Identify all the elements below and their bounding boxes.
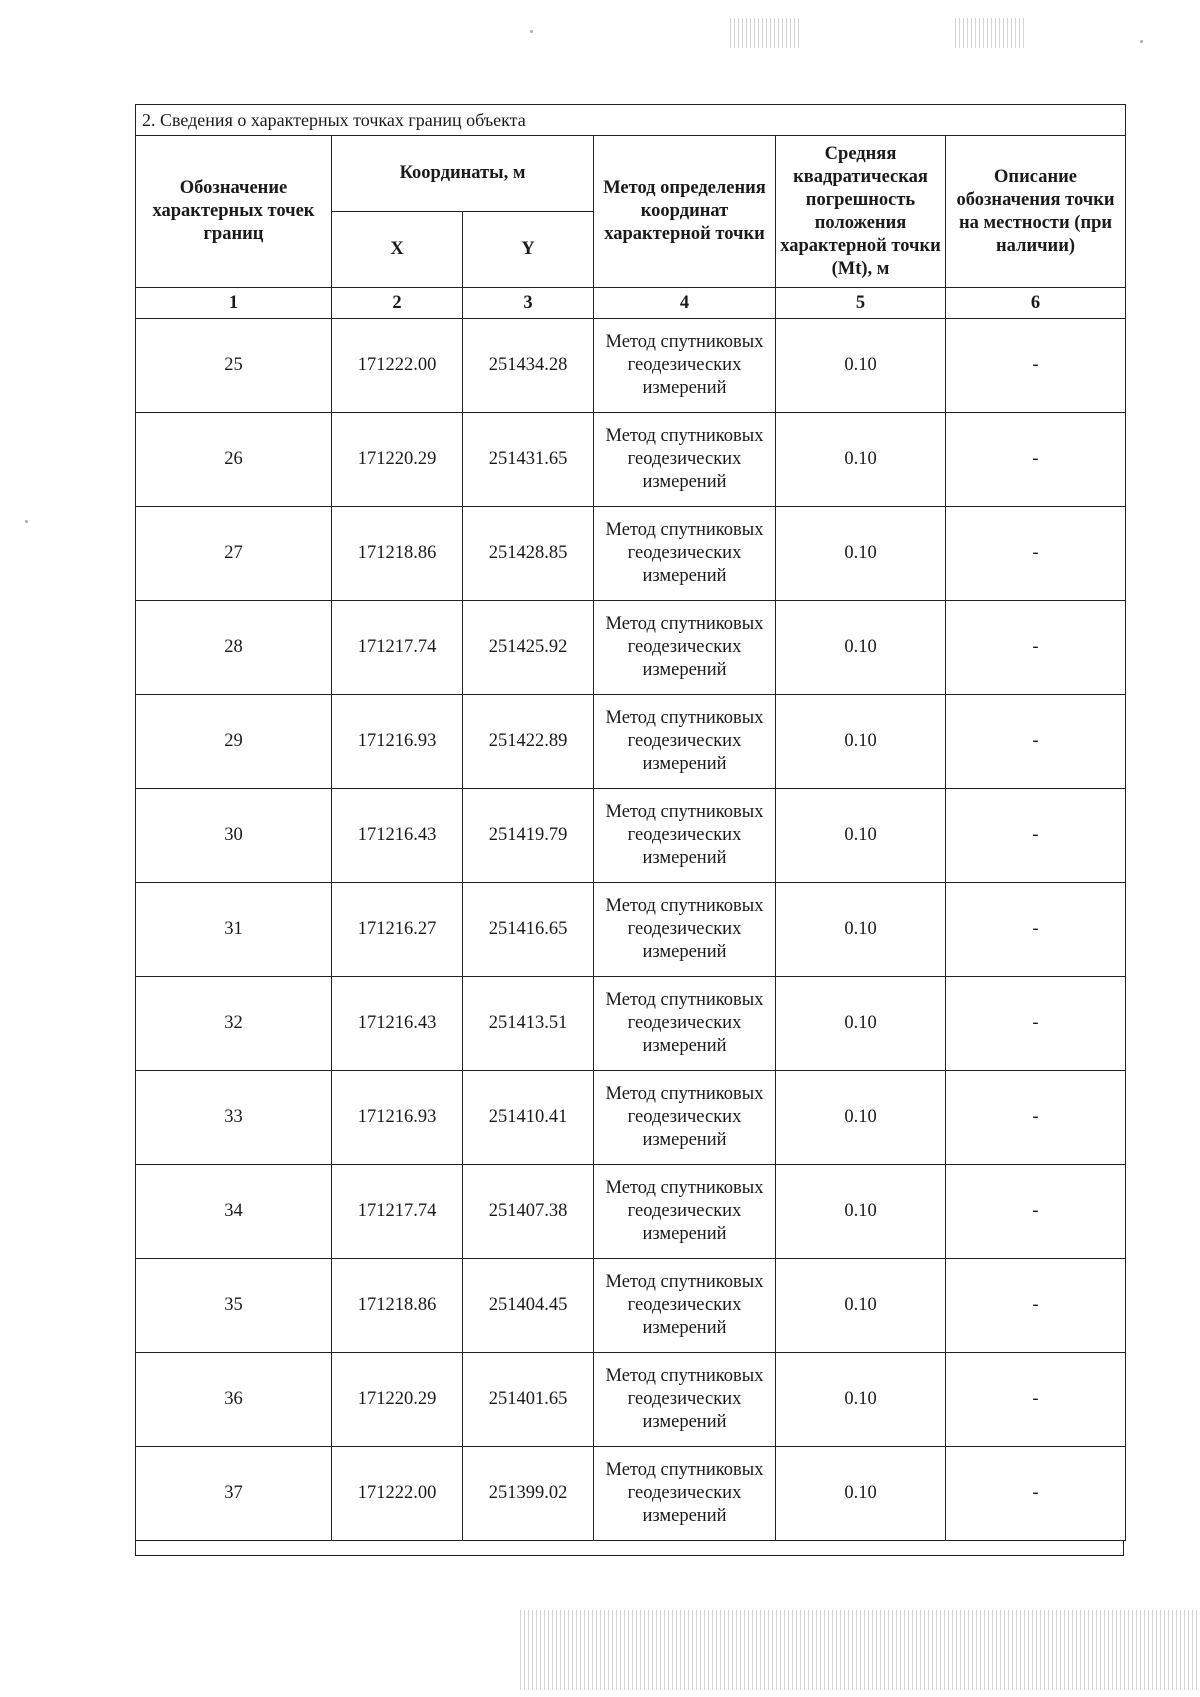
column-number: 6 (946, 288, 1126, 319)
scan-noise-bottom (520, 1610, 1200, 1690)
point-description: - (946, 695, 1126, 789)
column-number: 3 (463, 288, 594, 319)
coord-y: 251399.02 (463, 1447, 594, 1541)
boundary-points-table (135, 104, 1126, 1541)
point-description: - (946, 413, 1126, 507)
method: Метод спутниковых геодезических измерений (594, 789, 776, 883)
table-row (136, 1353, 1126, 1447)
point-id: 37 (136, 1447, 332, 1541)
point-id: 32 (136, 977, 332, 1071)
point-id: 33 (136, 1071, 332, 1165)
point-id: 26 (136, 413, 332, 507)
coord-y: 251407.38 (463, 1165, 594, 1259)
table-row (136, 1165, 1126, 1259)
point-description: - (946, 601, 1126, 695)
point-description: - (946, 1165, 1126, 1259)
method: Метод спутниковых геодезических измерений (594, 1165, 776, 1259)
mt-error: 0.10 (776, 1447, 946, 1541)
boundary-points-sheet (135, 104, 1125, 1556)
point-description: - (946, 1447, 1126, 1541)
mt-error: 0.10 (776, 1353, 946, 1447)
point-description: - (946, 319, 1126, 413)
table-row (136, 507, 1126, 601)
point-id: 36 (136, 1353, 332, 1447)
mt-error: 0.10 (776, 883, 946, 977)
coord-x: 171220.29 (332, 1353, 463, 1447)
mt-error: 0.10 (776, 695, 946, 789)
method: Метод спутниковых геодезических измерений (594, 601, 776, 695)
mt-error: 0.10 (776, 601, 946, 695)
table-row (136, 695, 1126, 789)
mt-error: 0.10 (776, 1259, 946, 1353)
header-y: Y (463, 212, 594, 288)
method: Метод спутниковых геодезических измерений (594, 1259, 776, 1353)
method: Метод спутниковых геодезических измерений (594, 1353, 776, 1447)
table-body (136, 319, 1126, 1447)
header-error: Средняя квадратическая погрешность положения характерной точки (Mt), м (776, 136, 946, 288)
method: Метод спутниковых геодезических измерений (594, 1447, 776, 1541)
table-row (136, 1071, 1126, 1165)
scan-noise-top (955, 18, 1025, 48)
scan-speck (530, 30, 533, 33)
coord-y: 251422.89 (463, 695, 594, 789)
method: Метод спутниковых геодезических измерений (594, 1071, 776, 1165)
method: Метод спутниковых геодезических измерений (594, 883, 776, 977)
coord-y: 251425.92 (463, 601, 594, 695)
column-number: 1 (136, 288, 332, 319)
point-id: 30 (136, 789, 332, 883)
method: Метод спутниковых геодезических измерений (594, 413, 776, 507)
point-id: 27 (136, 507, 332, 601)
coord-y: 251404.45 (463, 1259, 594, 1353)
scan-speck (1140, 40, 1143, 43)
point-description: - (946, 789, 1126, 883)
mt-error: 0.10 (776, 413, 946, 507)
column-number: 4 (594, 288, 776, 319)
coord-x: 171216.43 (332, 789, 463, 883)
coord-x: 171217.74 (332, 601, 463, 695)
method: Метод спутниковых геодезических измерений (594, 319, 776, 413)
point-id: 31 (136, 883, 332, 977)
table-row (136, 1259, 1126, 1353)
table-row (136, 789, 1126, 883)
method: Метод спутниковых геодезических измерений (594, 695, 776, 789)
coord-y: 251416.65 (463, 883, 594, 977)
coord-x: 171218.86 (332, 507, 463, 601)
method: Метод спутниковых геодезических измерений (594, 507, 776, 601)
point-id: 35 (136, 1259, 332, 1353)
header-description: Описание обозначения точки на местности (при наличии) (946, 136, 1126, 288)
header-x: X (332, 212, 463, 288)
header-point: Обозначение характерных точек границ (136, 136, 332, 288)
coord-y: 251413.51 (463, 977, 594, 1071)
table-row (136, 977, 1126, 1071)
point-description: - (946, 883, 1126, 977)
table-row (136, 413, 1126, 507)
table-row (136, 601, 1126, 695)
coord-x: 171216.27 (332, 883, 463, 977)
point-description: - (946, 977, 1126, 1071)
coord-y: 251431.65 (463, 413, 594, 507)
coord-y: 251401.65 (463, 1353, 594, 1447)
point-description: - (946, 1353, 1126, 1447)
coord-y: 251434.28 (463, 319, 594, 413)
point-id: 25 (136, 319, 332, 413)
mt-error: 0.10 (776, 319, 946, 413)
coord-x: 171222.00 (332, 319, 463, 413)
coord-x: 171216.43 (332, 977, 463, 1071)
point-id: 34 (136, 1165, 332, 1259)
header-coordinates: Координаты, м (332, 136, 594, 212)
table-bottom-strip (135, 1541, 1124, 1556)
section-title: 2. Сведения о характерных точках границ объекта (136, 105, 1126, 136)
point-id: 29 (136, 695, 332, 789)
coord-y: 251419.79 (463, 789, 594, 883)
table-row (136, 319, 1126, 413)
coord-x: 171216.93 (332, 695, 463, 789)
scan-speck (25, 520, 28, 523)
mt-error: 0.10 (776, 507, 946, 601)
mt-error: 0.10 (776, 977, 946, 1071)
point-id: 28 (136, 601, 332, 695)
point-description: - (946, 507, 1126, 601)
point-description: - (946, 1259, 1126, 1353)
table-row (136, 883, 1126, 977)
coord-y: 251428.85 (463, 507, 594, 601)
coord-x: 171220.29 (332, 413, 463, 507)
header-method: Метод определения координат характерной точки (594, 136, 776, 288)
mt-error: 0.10 (776, 1165, 946, 1259)
coord-y: 251410.41 (463, 1071, 594, 1165)
column-number: 2 (332, 288, 463, 319)
coord-x: 171217.74 (332, 1165, 463, 1259)
mt-error: 0.10 (776, 789, 946, 883)
mt-error: 0.10 (776, 1071, 946, 1165)
coord-x: 171216.93 (332, 1071, 463, 1165)
column-number: 5 (776, 288, 946, 319)
coord-x: 171222.00 (332, 1447, 463, 1541)
method: Метод спутниковых геодезических измерений (594, 977, 776, 1071)
point-description: - (946, 1071, 1126, 1165)
scan-noise-top (730, 18, 800, 48)
coord-x: 171218.86 (332, 1259, 463, 1353)
